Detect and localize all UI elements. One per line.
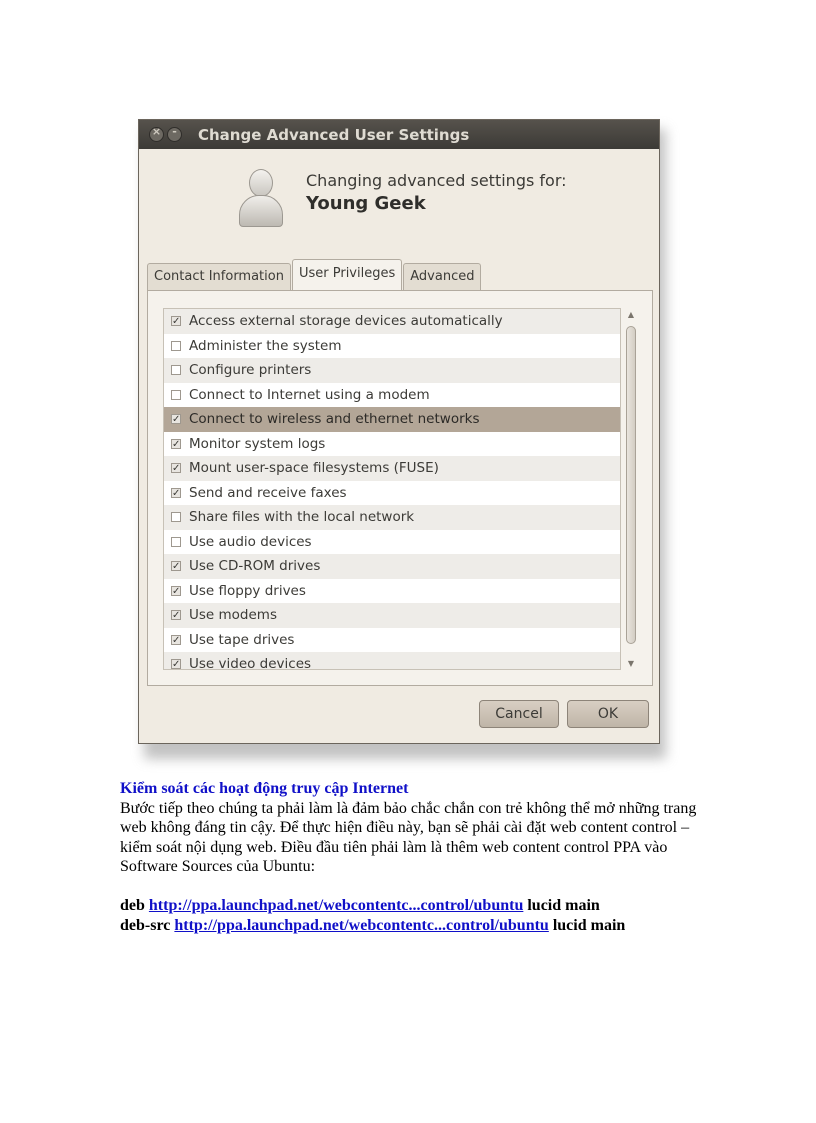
privilege-label: Use audio devices [189,533,312,550]
body-paragraph: Bước tiếp theo chúng ta phải làm là đảm bảo chắc chắn con trẻ không thể mở những trang web không đáng tin cậy. Để thực hiện điều này, bạn sẽ phải cài đặt web content control – kiểm soát nội dụng web. Điều đầu tiên phải làm là thêm web content control PPA vào Software Sources của Ubuntu: [120,799,697,875]
cancel-button[interactable]: Cancel [479,700,559,728]
user-avatar-icon [239,167,281,227]
privilege-label: Connect to Internet using a modem [189,386,430,403]
privilege-label: Administer the system [189,337,342,354]
deb-src-suffix: lucid main [548,916,626,934]
privilege-checkbox[interactable]: ✓ [172,585,181,597]
minimize-window-button[interactable] [167,127,182,142]
privilege-row[interactable] [164,628,620,653]
privilege-checkbox[interactable]: ✓ [172,561,181,573]
privilege-checkbox[interactable] [171,390,181,400]
ok-button[interactable]: OK [567,700,649,728]
privilege-checkbox[interactable] [171,512,181,522]
deb-src-prefix: deb-src [120,916,175,934]
privilege-row[interactable] [164,505,620,530]
privilege-label: Mount user-space filesystems (FUSE) [189,460,439,477]
minimize-icon: - [172,125,177,138]
scrollbar-thumb[interactable] [626,326,636,644]
privilege-checkbox[interactable]: ✓ [172,659,181,670]
privileges-list [163,308,621,670]
privilege-row[interactable] [164,432,620,457]
tab-user-privileges[interactable]: User Privileges [292,259,402,290]
privilege-label: Use modems [189,607,277,624]
privileges-panel [147,290,653,686]
privilege-checkbox[interactable]: ✓ [172,610,181,622]
privilege-checkbox[interactable] [171,365,181,375]
privilege-row[interactable] [164,530,620,555]
deb-prefix: deb [120,897,149,914]
privilege-checkbox[interactable]: ✓ [172,316,181,328]
deb-src-link[interactable]: http://ppa.launchpad.net/webcontentc...control/ubuntu [174,916,549,934]
privilege-row[interactable] [164,407,620,432]
privilege-label: Use tape drives [189,631,295,648]
header-caption: Changing advanced settings for: [306,171,567,190]
document-body [120,779,700,935]
dialog-buttons [479,700,649,728]
tab-bar [147,260,482,290]
privilege-row[interactable] [164,554,620,579]
privilege-label: Use CD-ROM drives [189,558,321,575]
close-window-button[interactable] [149,127,164,142]
tab-contact-information[interactable]: Contact Information [147,263,291,290]
privilege-checkbox[interactable]: ✓ [172,634,181,646]
deb-src-line [120,916,700,936]
privilege-checkbox[interactable]: ✓ [172,463,181,475]
deb-line [120,896,700,916]
privilege-checkbox[interactable]: ✓ [172,414,181,426]
privilege-label: Monitor system logs [189,435,326,452]
advanced-user-settings-dialog [138,119,660,744]
privilege-row[interactable] [164,579,620,604]
dialog-header [139,149,659,244]
privilege-row[interactable] [164,358,620,383]
privilege-row[interactable] [164,383,620,408]
privilege-row[interactable] [164,603,620,628]
tab-advanced[interactable]: Advanced [403,263,481,290]
scroll-down-arrow-icon[interactable]: ▼ [627,659,635,668]
privilege-checkbox[interactable] [171,537,181,547]
privilege-label: Use video devices [189,656,312,670]
deb-suffix: lucid main [523,897,600,914]
privilege-label: Access external storage devices automatically [189,313,503,330]
privilege-row[interactable] [164,456,620,481]
privilege-label: Share files with the local network [189,509,415,526]
privilege-label: Configure printers [189,362,312,379]
privilege-label: Send and receive faxes [189,484,347,501]
privilege-checkbox[interactable]: ✓ [172,487,181,499]
window-controls [149,127,182,142]
screenshot-image [138,119,664,754]
close-icon: × [151,125,162,138]
scroll-up-arrow-icon[interactable]: ▲ [627,310,635,319]
privilege-checkbox[interactable] [171,341,181,351]
title-bar [139,120,659,149]
privilege-row[interactable] [164,309,620,334]
window-title: Change Advanced User Settings [198,125,470,144]
section-heading: Kiểm soát các hoạt động truy cập Internet [120,780,409,797]
privileges-scrollbar[interactable] [623,308,639,670]
user-name: Young Geek [306,193,426,214]
privilege-label: Use floppy drives [189,582,306,599]
deb-link[interactable]: http://ppa.launchpad.net/webcontentc...control/ubuntu [148,897,524,914]
privilege-label: Connect to wireless and ethernet networks [189,411,480,428]
privilege-row[interactable] [164,334,620,359]
privilege-row[interactable] [164,481,620,506]
privilege-checkbox[interactable]: ✓ [172,438,181,450]
privilege-row[interactable] [164,652,620,670]
